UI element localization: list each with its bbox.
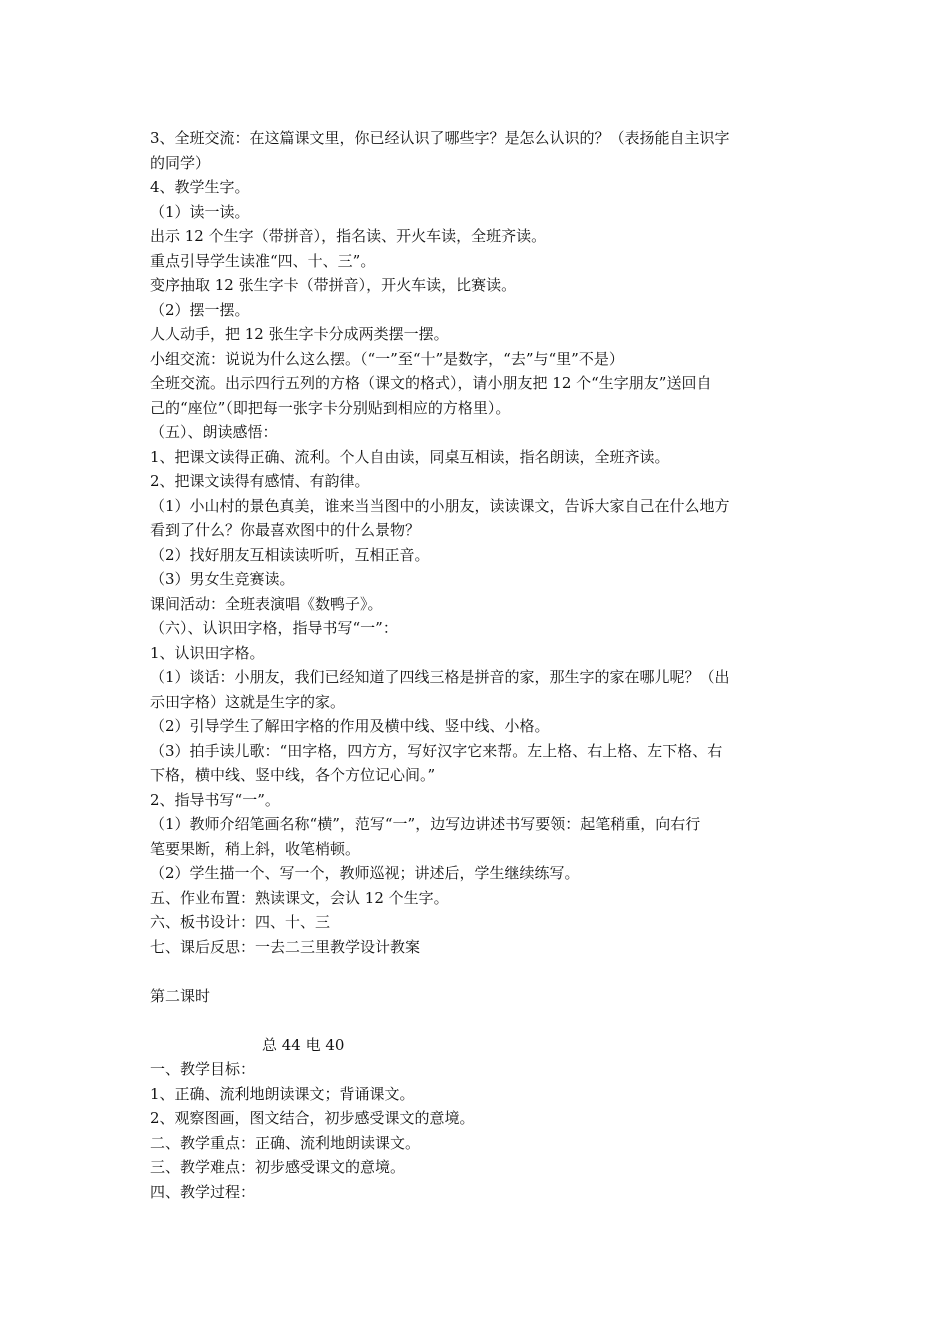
- text-line: 小组交流：说说为什么这么摆。（“一”至“十”是数字，“去”与“里”不是）: [150, 349, 624, 368]
- lesson-plan-section-two: [150, 1057, 810, 1204]
- text-line: 一、教学目标：: [150, 1060, 256, 1078]
- text-line: 七、课后反思：一去二三里教学设计教案: [150, 937, 421, 956]
- text-line: 五、作业布置：熟读课文，会认 12 个生字。: [150, 888, 449, 907]
- blank-line: [150, 1008, 810, 1033]
- text-line: （2）引导学生了解田字格的作用及横中线、竖中线、小格。: [150, 717, 550, 735]
- text-line: 笔要果断，稍上斜，收笔梢顿。: [150, 839, 361, 858]
- text-line: 1、正确、流利地朗读课文；背诵课文。: [150, 1084, 415, 1103]
- text-line: （1）谈话：小朋友，我们已经知道了四线三格是拼音的家，那生字的家在哪儿呢？（出: [150, 668, 730, 686]
- text-line: 变序抽取 12 张生字卡（带拼音），开火车读，比赛读。: [150, 276, 517, 294]
- text-line: （3）男女生竞赛读。: [150, 570, 295, 588]
- text-line: （1）教师介绍笔画名称“横”，范写“一”，边写边讲述书写要领：起笔稍重，向右行: [150, 815, 701, 833]
- text-line: 2、指导书写“一”。: [150, 790, 280, 809]
- lesson-title: 第二课时: [150, 986, 211, 1005]
- text-line: （五）、朗读感悟：: [150, 423, 278, 441]
- text-line: 三、教学难点：初步感受课文的意境。: [150, 1158, 406, 1176]
- text-line: 二、教学重点：正确、流利地朗读课文。: [150, 1133, 421, 1152]
- lesson-plan-section-one: [150, 126, 810, 959]
- text-line: 课间活动：全班表演唱《数鸭子》。: [150, 594, 383, 613]
- text-line: 1、把课文读得正确、流利。个人自由读，同桌互相读，指名朗读，全班齐读。: [150, 447, 670, 466]
- text-line: （3）拍手读儿歌：“田字格，四方方，写好汉字它来帮。左上格、右上格、左下格、右: [150, 741, 723, 760]
- text-line: 示田字格）这就是生字的家。: [150, 692, 346, 711]
- text-line: （1）读一读。: [150, 202, 250, 221]
- text-line: 人人动手，把 12 张生字卡分成两类摆一摆。: [150, 325, 449, 343]
- text-line: 全班交流。出示四行五列的方格（课文的格式），请小朋友把 12 个“生字朋友”送回自: [150, 374, 712, 392]
- text-line: 六、板书设计：四、十、三: [150, 913, 331, 931]
- text-line: （2）学生描一个、写一个，教师巡视；讲述后，学生继续练写。: [150, 864, 580, 882]
- text-line: （2）找好朋友互相读读听听，互相正音。: [150, 545, 430, 564]
- text-line: 出示 12 个生字（带拼音），指名读、开火车读，全班齐读。: [150, 227, 547, 245]
- document-page: [150, 126, 810, 1204]
- lesson-number: 总 44 电 40: [262, 1035, 345, 1054]
- text-line: 3、全班交流：在这篇课文里，你已经认识了哪些字？是怎么认识的？（表扬能自主识字: [150, 129, 730, 147]
- text-line: 看到了什么？你最喜欢图中的什么景物？: [150, 521, 421, 539]
- text-line: 四、教学过程：: [150, 1182, 256, 1201]
- text-line: 的同学）: [150, 153, 211, 172]
- text-line: 下格，横中线、竖中线，各个方位记心间。”: [150, 766, 436, 784]
- text-line: 2、把课文读得有感情、有韵律。: [150, 472, 370, 490]
- text-line: （六）、认识田字格，指导书写“一”：: [150, 619, 398, 637]
- blank-line: [150, 959, 810, 984]
- text-line: 1、认识田字格。: [150, 643, 265, 662]
- text-line: （1）小山村的景色真美，谁来当当图中的小朋友，读读课文，告诉大家自己在什么地方: [150, 496, 730, 515]
- text-line: 2、观察图画，图文结合，初步感受课文的意境。: [150, 1109, 475, 1127]
- text-line: 重点引导学生读准“四、十、三”。: [150, 251, 376, 270]
- text-line: 己的“座位”（即把每一张字卡分别贴到相应的方格里）。: [150, 398, 511, 417]
- text-line: 4、教学生字。: [150, 178, 250, 196]
- text-line: （2）摆一摆。: [150, 300, 250, 319]
